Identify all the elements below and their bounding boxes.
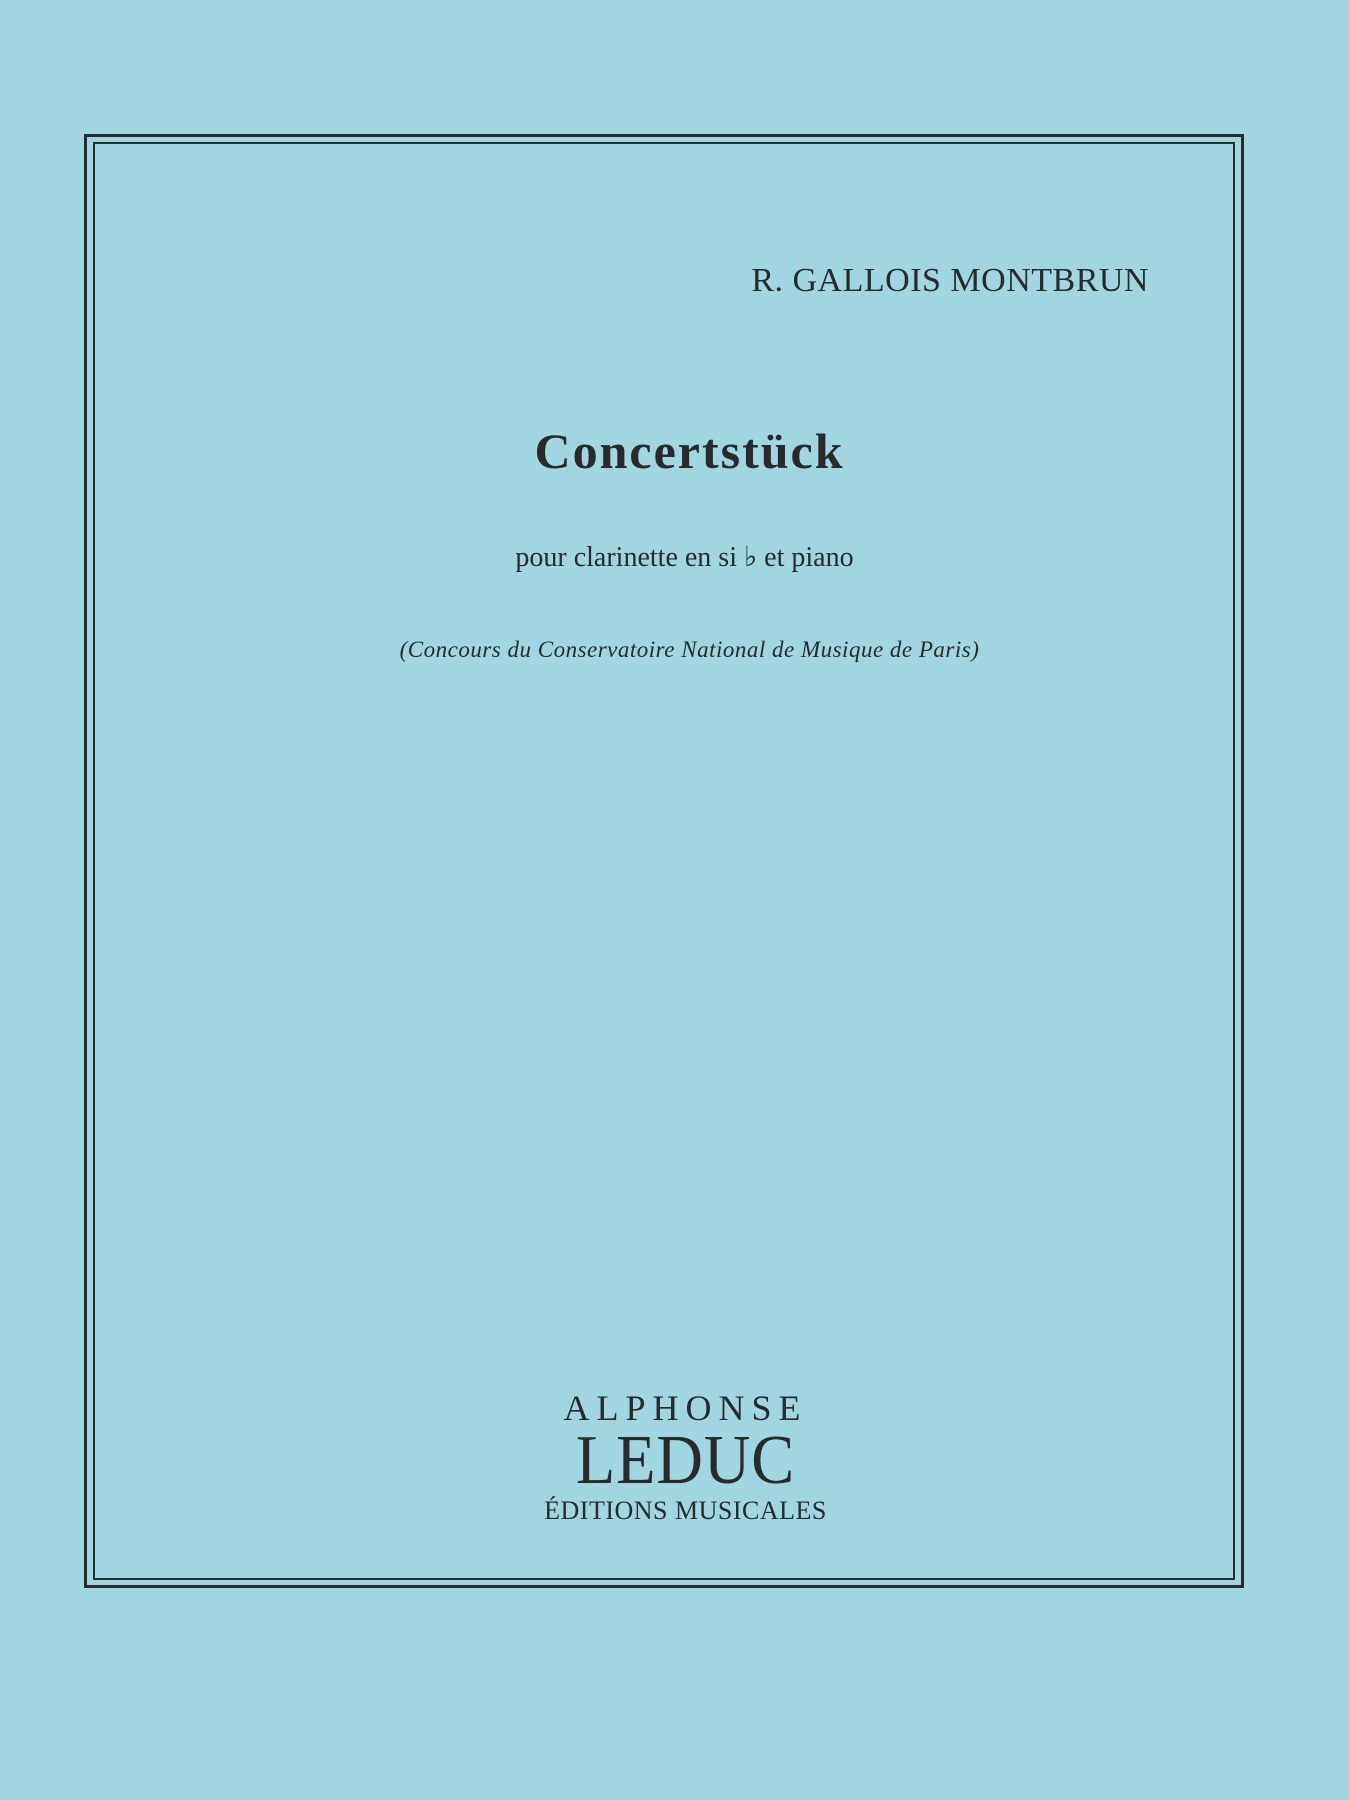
composer-name: R. GALLOIS MONTBRUN <box>751 262 1149 299</box>
inner-border-frame <box>93 142 1235 1580</box>
competition-note: (Concours du Conservatoire National de Musique de Paris) <box>399 637 980 662</box>
work-title: Concertstück <box>534 423 845 479</box>
publisher-logo <box>0 1388 1349 1528</box>
publisher-line-editions: ÉDITIONS MUSICALES <box>544 1496 827 1525</box>
publisher-line-alphonse: ALPHONSE <box>563 1388 808 1428</box>
publisher-line-leduc: LEDUC <box>575 1422 796 1499</box>
instrumentation-subtitle: pour clarinette en si ♭ et piano <box>515 542 854 573</box>
